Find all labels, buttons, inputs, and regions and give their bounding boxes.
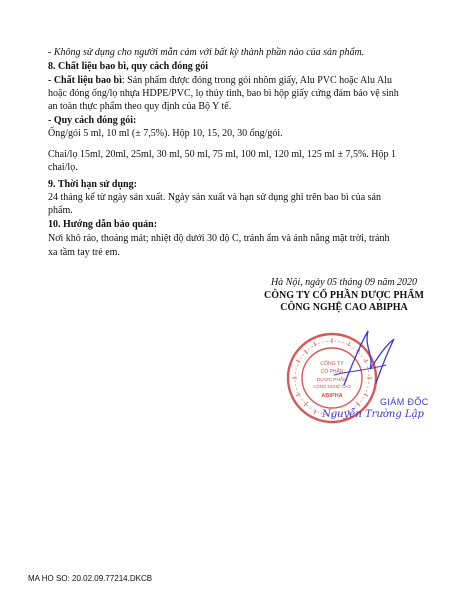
signing-date: Hà Nội, ngày 05 tháng 09 năm 2020 [270,277,418,288]
section-10-heading: 10. Hướng dẫn bảo quản: [48,219,158,230]
shelf-life-line-2: phẩm. [48,205,73,216]
stamp-line-1: CÔNG TY [320,361,344,367]
packaging-material-text: : Sản phẩm được đóng trong gói nhôm giấy, Alu PVC hoặc Alu Alu [121,75,392,86]
stamp-line-3: DƯỢC PHẨM [316,378,348,383]
packaging-material-line-3: an toàn thực phẩm theo quy định của Bộ Y tế. [48,101,232,112]
packaging-material-label: - Chất liệu bao bì [48,75,122,86]
stamp-line-2: CỔ PHẦN [320,369,344,375]
section-9-heading: 9. Thời hạn sử dụng: [48,179,137,190]
company-name-line-2: CÔNG NGHỆ CAO ABIPHA [280,302,408,313]
contraindication-line: - Không sử dụng cho người mẫn cảm với bất kỳ thành phần nào của sản phẩm. [48,47,365,58]
packaging-material-line-1 [48,74,420,87]
packaging-spec-2a: Chai/lọ 15ml, 20ml, 25ml, 30 ml, 50 ml, 75 ml, 100 ml, 120 ml, 125 ml ± 7,5%. Hộp 1 [48,149,396,160]
stamp-line-4: CÔNG NGHỆ CAO [313,384,351,389]
signature-scribble [324,325,404,395]
storage-line-1: Nơi khô ráo, thoáng mát; nhiệt độ dưới 30 độ C, tránh ẩm và ánh nắng mặt trời, tránh [48,233,390,244]
packaging-spec-label: - Quy cách đóng gói: [48,115,137,126]
dossier-code: MA HO SO: 20.02.09.77214.DKCB [28,574,153,583]
section-8-heading: 8. Chất liệu bao bì, quy cách đóng gói [48,61,209,72]
stamp-line-5: ABIPHA [321,393,343,399]
packaging-spec-1: Ống/gói 5 ml, 10 ml (± 7,5%). Hộp 10, 15, 20, 30 ống/gói. [48,128,283,139]
storage-line-2: xa tầm tay trẻ em. [48,247,120,258]
packaging-spec-2b: chai/lọ. [48,162,78,173]
packaging-material-line-2: hoặc đóng ống/lọ nhựa HDPE/PVC, lọ thủy tinh, bao bì hộp giấy cứng đảm bảo vệ sinh [48,88,399,99]
shelf-life-line-1: 24 tháng kể từ ngày sản xuất. Ngày sản xuất và hạn sử dụng ghi trên bao bì của sản [48,192,381,203]
company-name-line-1: CÔNG TY CỔ PHẦN DƯỢC PHẨM [264,290,424,301]
director-title: GIÁM ĐỐC [380,397,429,407]
director-name: Nguyễn Trường Lập [322,409,424,420]
